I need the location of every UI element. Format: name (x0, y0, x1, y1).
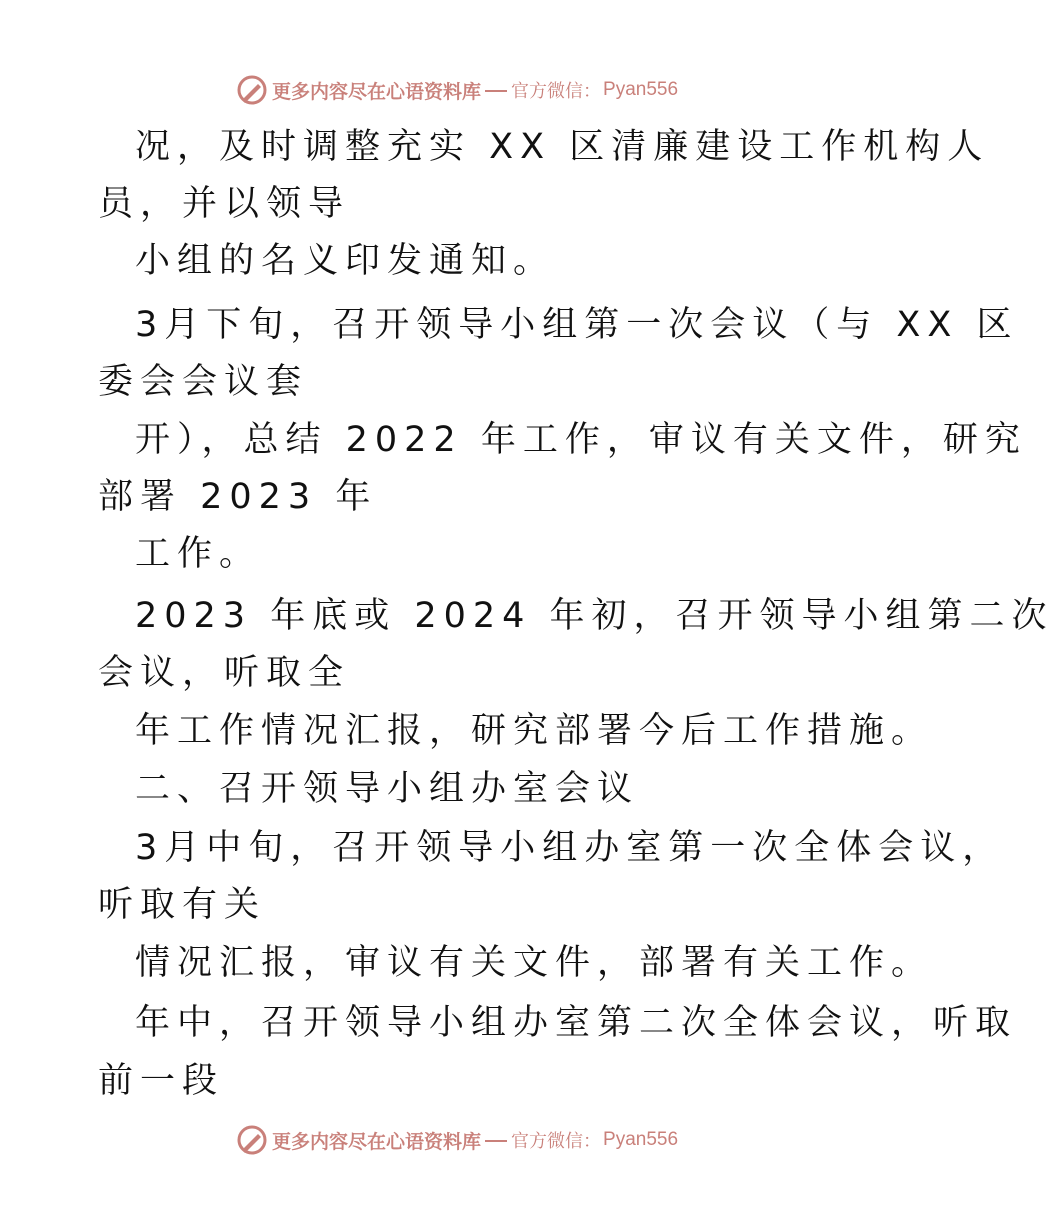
footer-watermark (236, 1123, 678, 1157)
watermark-wechat-label: 官方微信： (511, 81, 602, 102)
watermark-text: 更多内容尽在心语资料库 (272, 80, 482, 103)
text-line: 3月下旬，召开领导小组第一次会议（与 XX 区 (135, 305, 1019, 345)
pen-logo-icon (236, 1124, 268, 1156)
text-line: 部署 2023 年 (98, 477, 378, 517)
pen-logo-icon (236, 74, 268, 106)
watermark-text: 更多内容尽在心语资料库 (272, 1130, 482, 1153)
watermark-dash (485, 90, 507, 92)
section-heading: 二、召开领导小组办室会议 (135, 769, 640, 809)
text-line: 工作。 (135, 534, 262, 574)
text-line: 况，及时调整充实 XX 区清廉建设工作机构人 (135, 127, 990, 167)
watermark-wechat-id: Pyan556 (603, 1129, 679, 1150)
header-watermark (236, 73, 678, 107)
text-line: 开），总结 2022 年工作，审议有关文件，研究 (135, 420, 1027, 460)
text-line: 听取有关 (98, 885, 267, 925)
text-line: 2023 年底或 2024 年初，召开领导小组第二次 (135, 596, 1054, 636)
text-line: 会议，听取全 (98, 653, 351, 693)
text-line: 小组的名义印发通知。 (135, 241, 556, 281)
text-line: 3月中旬，召开领导小组办室第一次全体会议， (135, 828, 1005, 868)
text-line: 委会会议套 (98, 362, 309, 402)
text-line: 年中，召开领导小组办室第二次全体会议，听取 (135, 1003, 1018, 1043)
text-line: 员，并以领导 (98, 184, 351, 224)
watermark-wechat-label: 官方微信： (511, 1131, 602, 1152)
text-line: 情况汇报，审议有关文件，部署有关工作。 (135, 943, 934, 983)
text-line: 年工作情况汇报，研究部署今后工作措施。 (135, 711, 934, 751)
watermark-dash (485, 1140, 507, 1142)
text-line: 前一段 (98, 1061, 225, 1101)
watermark-wechat-id: Pyan556 (603, 79, 679, 100)
